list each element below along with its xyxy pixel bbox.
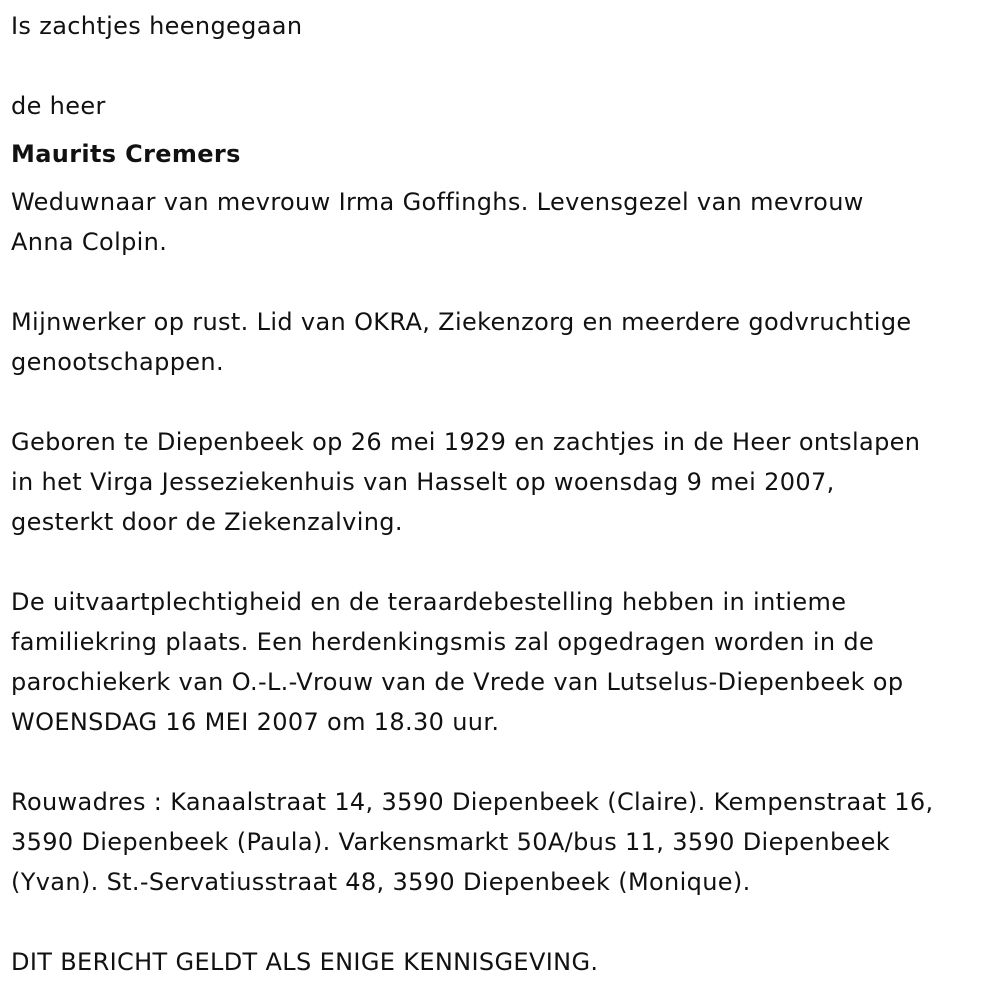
funeral-line-3: parochiekerk van O.-L.-Vrouw van de Vrede van Lutselus-Diepenbeek op bbox=[11, 668, 904, 696]
family-line-1: Weduwnaar van mevrouw Irma Goffinghs. Levensgezel van mevrouw bbox=[11, 188, 864, 216]
address-line-2: 3590 Diepenbeek (Paula). Varkensmarkt 50A/bus 11, 3590 Diepenbeek bbox=[11, 828, 891, 856]
birth-line-3: gesterkt door de Ziekenzalving. bbox=[11, 508, 403, 536]
notice-text: DIT BERICHT GELDT ALS ENIGE KENNISGEVING. bbox=[11, 948, 599, 976]
birth-line-2: in het Virga Jesseziekenhuis van Hasselt op woensdag 9 mei 2007, bbox=[11, 468, 835, 496]
address-line-1: Rouwadres : Kanaalstraat 14, 3590 Diepenbeek (Claire). Kempenstraat 16, bbox=[11, 788, 934, 816]
deceased-name: Maurits Cremers bbox=[11, 140, 241, 168]
work-line-1: Mijnwerker op rust. Lid van OKRA, Ziekenzorg en meerdere godvruchtige bbox=[11, 308, 912, 336]
work-line-2: genootschappen. bbox=[11, 348, 224, 376]
funeral-line-4: WOENSDAG 16 MEI 2007 om 18.30 uur. bbox=[11, 708, 500, 736]
funeral-line-2: familiekring plaats. Een herdenkingsmis zal opgedragen worden in de bbox=[11, 628, 875, 656]
funeral-line-1: De uitvaartplechtigheid en de teraardebestelling hebben in intieme bbox=[11, 588, 847, 616]
honorific-text: de heer bbox=[11, 92, 106, 120]
intro-text: Is zachtjes heengegaan bbox=[11, 12, 303, 40]
birth-line-1: Geboren te Diepenbeek op 26 mei 1929 en zachtjes in de Heer ontslapen bbox=[11, 428, 921, 456]
family-line-2: Anna Colpin. bbox=[11, 228, 168, 256]
address-line-3: (Yvan). St.-Servatiusstraat 48, 3590 Diepenbeek (Monique). bbox=[11, 868, 751, 896]
